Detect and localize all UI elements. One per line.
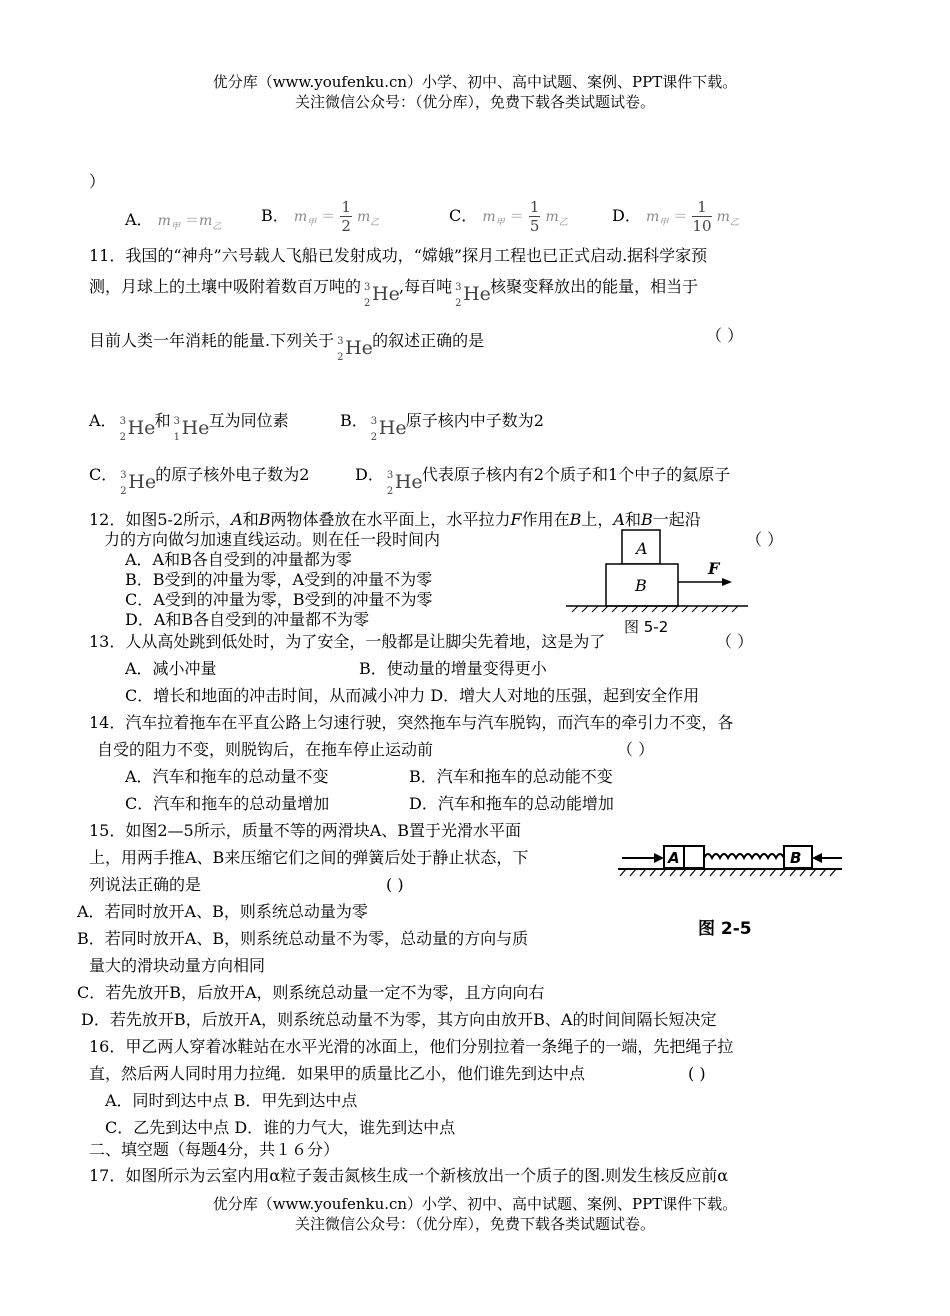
q13-stem: 13．人从高处跳到低处时，为了安全，一般都是让脚尖先着地，这是为了	[89, 632, 606, 651]
q12-option-a: A．A和B各自受到的冲量都为零	[125, 550, 352, 569]
q14-answer-paren: （ ）	[617, 740, 655, 759]
push-arrow-left-head	[654, 853, 664, 863]
q13-option-a: A．减小冲量	[125, 659, 217, 678]
q15-option-d: D．若先放开B，后放开A，则系统总动量不为零，其方向由放开B、A的时间间隔长短决定	[81, 1010, 717, 1029]
he3-nuclide: 3 2 He	[386, 469, 423, 497]
q12-option-d: D．A和B各自受到的冲量都不为零	[125, 610, 370, 629]
section-2-title: 二、填空题（每题4分，共１６分）	[89, 1140, 340, 1159]
compressed-spring	[704, 854, 792, 858]
force-label: F	[708, 559, 720, 578]
q11-option-c: C． 3 2 He 的原子核外电子数为2	[89, 460, 309, 491]
q10-option-b: B． $m_甲$ ＝ $\frac{1}{2}$ $m_乙$	[261, 198, 380, 235]
q15-line-1: 15．如图2—5所示，质量不等的两滑块A、B置于光滑水平面	[89, 821, 522, 840]
q14-option-b: B．汽车和拖车的总动能不变	[409, 767, 613, 786]
force-arrow-head	[722, 578, 732, 586]
push-arrow-right-head	[812, 853, 822, 863]
figure-caption: 图 2-5	[698, 919, 752, 939]
figure-caption: 图 5-2	[624, 618, 669, 636]
figure-2-5	[614, 838, 846, 942]
he3-nuclide: 3 2 He	[455, 281, 491, 309]
q11-option-d: D． 3 2 He 代表原子核内有2个质子和1个中子的氦原子	[355, 460, 730, 491]
q12-line-2: 力的方向做匀加速直线运动。则在任一段时间内	[104, 530, 441, 549]
q10-option-c: C． $m_甲$ ＝ $\frac{1}{5}$ $m_乙$	[449, 198, 568, 235]
q16-option-cd: C．乙先到达中点 D．谁的力气大，谁先到达中点	[105, 1118, 456, 1137]
he3-nuclide: 3 2 He	[370, 415, 407, 443]
q14-line-2: 自受的阻力不变，则脱钩后，在拖车停止运动前	[97, 740, 434, 759]
q11-option-a: A． 3 2 He 和 3 1 He 互为同位素	[89, 406, 289, 437]
he3-nuclide: 3 2 He	[364, 281, 400, 309]
q11-line-3: 目前人类一年消耗的能量.下列关于 3 2 He 的叙述正确的是	[89, 326, 484, 357]
q13-option-cd: C．增长和地面的冲击时间，从而减小冲力 D．增大人对地的压强，起到安全作用	[125, 686, 700, 705]
q15-line-3: 列说法正确的是	[89, 875, 202, 894]
q14-option-c: C．汽车和拖车的总动量增加	[125, 794, 330, 813]
q12-option-c: C．A受到的冲量为零，B受到的冲量不为零	[125, 590, 433, 609]
q15-option-b-line-2: 量大的滑块动量方向相同	[89, 956, 266, 975]
h3-nuclide: 3 1 He	[173, 415, 210, 443]
q15-answer-paren: ( )	[386, 875, 404, 894]
header-line-1: 优分库（www.youfenku.cn）小学、初中、高中试题、案例、PPT课件下载。	[212, 73, 738, 91]
q14-option-d: D．汽车和拖车的总动能增加	[409, 794, 614, 813]
q12-line-1: 12．如图5-2所示，A和B两物体叠放在水平面上，水平拉力F作用在B上，A和B一起沿	[89, 510, 701, 529]
q14-line-1: 14．汽车拉着拖车在平直公路上匀速行驶，突然拖车与汽车脱钩，而汽车的牵引力不变，各	[89, 713, 734, 732]
he3-nuclide: 3 2 He	[119, 415, 156, 443]
block-b-label: B	[635, 576, 647, 595]
q12-answer-paren: （ ）	[746, 530, 784, 549]
header-line-2: 关注微信公众号：（优分库），免费下载各类试题试卷。	[294, 93, 655, 111]
footer-line-2: 关注微信公众号：（优分库），免费下载各类试题试卷。	[294, 1215, 655, 1233]
q10-paren: ）	[89, 172, 106, 191]
slider-a-right	[684, 846, 704, 868]
q14-option-a: A．汽车和拖车的总动量不变	[125, 767, 329, 786]
q13-option-b: B．使动量的增量变得更小	[359, 659, 547, 678]
footer-line-1: 优分库（www.youfenku.cn）小学、初中、高中试题、案例、PPT课件下载。	[212, 1195, 738, 1213]
slider-a-label: A	[668, 849, 680, 867]
q15-option-b-line-1: B．若同时放开A、B，则系统总动量不为零，总动量的方向与质	[77, 929, 529, 948]
q10-option-a: A． $m_甲 =m_乙$	[125, 210, 222, 233]
table-hatching	[620, 869, 836, 876]
q15-line-2: 上，用两手推A、B来压缩它们之间的弹簧后处于静止状态，下	[89, 848, 529, 867]
he3-nuclide: 3 2 He	[120, 469, 157, 497]
q16-line-2: 直，然后两人同时用力拉绳．如果甲的质量比乙小，他们谁先到达中点	[89, 1064, 586, 1083]
q11-option-b: B． 3 2 He 原子核内中子数为2	[340, 406, 544, 437]
q13-answer-paren: （ ）	[716, 632, 754, 651]
ground-hatching	[572, 606, 738, 612]
q11-answer-paren: （ ）	[706, 326, 744, 345]
q17-line-1: 17．如图所示为云室内用α粒子轰击氮核生成一个新核放出一个质子的图.则发生核反应前α	[89, 1166, 729, 1185]
q15-option-a: A．若同时放开A、B，则系统总动量为零	[77, 902, 368, 921]
q16-line-1: 16．甲乙两人穿着冰鞋站在水平光滑的冰面上，他们分别拉着一条绳子的一端，先把绳子拉	[89, 1037, 734, 1056]
he3-nuclide: 3 2 He	[337, 335, 373, 363]
slider-b-label: B	[790, 849, 802, 867]
block-a-label: A	[636, 539, 648, 558]
q15-option-c: C．若先放开B，后放开A，则系统总动量一定不为零，且方向向右	[77, 983, 545, 1002]
q12-option-b: B．B受到的冲量为零，A受到的冲量不为零	[125, 570, 433, 589]
q11-line-1: 11．我国的“神舟”六号载人飞船已发射成功，“嫦娥”探月工程也已正式启动.据科学家预	[89, 246, 708, 265]
figure-5-2	[562, 524, 752, 636]
q10-option-d: D． $m_甲$ ＝ $\frac{1}{10}$ $m_乙$	[612, 198, 739, 235]
q16-option-ab: A．同时到达中点 B．甲先到达中点	[105, 1091, 358, 1110]
q16-answer-paren: ( )	[688, 1064, 706, 1083]
q11-line-2: 测，月球上的土壤中吸附着数百万吨的 3 2 He ,每百吨 3 2 He 核聚变释放出的能量，相当于	[89, 272, 698, 303]
